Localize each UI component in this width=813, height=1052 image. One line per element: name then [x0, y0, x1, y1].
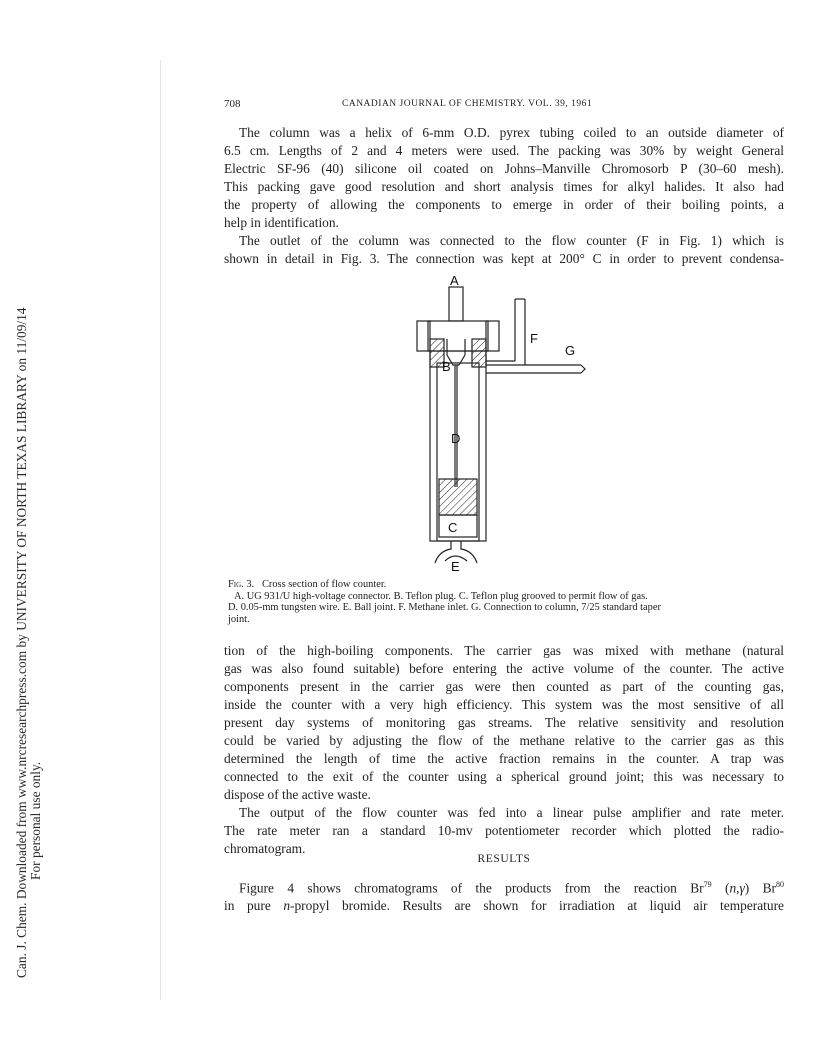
caption-line: D. 0.05-mm tungsten wire. E. Ball joint. F. Methane inlet. G. Connection to column, 7/25 standard taper	[228, 602, 661, 613]
watermark-line-2: For personal use only.	[28, 761, 43, 880]
figure-caption	[228, 579, 784, 625]
caption-line: A. UG 931/U high-voltage connector. B. Teflon plug. C. Teflon plug grooved to permit flow of gas.	[234, 590, 648, 602]
margin-rule	[160, 60, 161, 1000]
italic-symbol: n	[729, 880, 737, 896]
label-e: E	[451, 559, 460, 574]
caption-figure-label: Fig. 3.	[228, 579, 255, 590]
text-line: dispose of the active waste.	[224, 787, 371, 802]
label-f: F	[530, 331, 538, 346]
text-fragment: ,	[736, 880, 740, 896]
caption-title: Cross section of flow counter.	[261, 579, 387, 590]
text-line: inside the counter with a very high efficiency. This system was the most sensitive of all	[224, 697, 784, 712]
italic-symbol: n	[283, 898, 291, 914]
caption-line: joint.	[228, 613, 250, 625]
text-line: This packing gave good resolution and short analysis times for alkyl halides. It also had	[224, 179, 784, 194]
paragraph-output	[224, 804, 784, 858]
text-line: connected to the exit of the counter using a spherical ground joint; this was necessary to	[224, 769, 784, 784]
text-line: tion of the high-boiling components. The carrier gas was mixed with methane (natural	[224, 643, 784, 658]
superscript-mass-number: 80	[776, 880, 784, 889]
label-g: G	[565, 343, 576, 358]
text-fragment: in pure	[224, 898, 284, 914]
paragraph-outlet-connection	[224, 232, 784, 268]
column-connection-end	[581, 365, 585, 373]
watermark-svg	[12, 140, 60, 1000]
text-fragment: Figure 4 shows chromatograms of the products from the reaction Br	[239, 880, 704, 896]
text-line: could be varied by adjusting the flow of the methane relative to the carrier gas as this	[224, 733, 784, 748]
label-c: C	[448, 520, 458, 535]
italic-symbol: γ	[739, 880, 745, 896]
text-line: determined the length of time the active fraction remains in the counter. A trap was	[224, 751, 784, 766]
label-d: D	[451, 431, 461, 446]
flow-counter-diagram	[395, 275, 595, 575]
section-heading-results: RESULTS	[477, 853, 531, 865]
watermark-line-1: Can. J. Chem. Downloaded from www.nrcresearchpress.com by UNIVERSITY OF NORTH TEXAS LIBRARY on 11/09/14	[14, 307, 29, 978]
text-line: help in identification.	[224, 215, 339, 230]
plug-c-hatched	[439, 479, 477, 515]
text-line: The column was a helix of 6-mm O.D. pyrex tubing coiled to an outside diameter of	[239, 125, 784, 140]
download-watermark	[12, 140, 60, 1000]
text-line: the property of allowing the components to emerge in order of their boiling points, a	[224, 197, 784, 212]
label-a: A	[450, 275, 459, 288]
label-b: B	[442, 359, 451, 374]
running-head: CANADIAN JOURNAL OF CHEMISTRY. VOL. 39, 1961	[342, 99, 593, 109]
text-line: The rate meter ran a standard 10-mv potentiometer recorder which plotted the radio-	[224, 823, 784, 838]
text-line: chromatogram.	[224, 841, 306, 856]
text-line: shown in detail in Fig. 3. The connection was kept at 200° C in order to prevent condensa-	[224, 251, 784, 266]
text-line: 6.5 cm. Lengths of 2 and 4 meters were used. The packing was 30% by weight General	[224, 143, 784, 158]
text-fragment: -propyl bromide. Results are shown for irradiation at liquid air temperature	[290, 898, 784, 914]
page-number: 708	[224, 98, 241, 110]
plug-c	[439, 515, 477, 537]
text-line: Electric SF-96 (40) silicone oil coated on Johns–Manville Chromosorb P (30–60 mesh).	[224, 161, 784, 176]
caption-title-line	[228, 579, 784, 591]
text-line	[224, 876, 784, 897]
paragraph-carrier-gas	[224, 642, 784, 804]
text-line: components present in the carrier gas were then counted as part of the counting gas,	[224, 679, 784, 694]
text-line: The output of the flow counter was fed into a linear pulse amplifier and rate meter.	[239, 805, 784, 820]
text-line: The outlet of the column was connected to the flow counter (F in Fig. 1) which is	[239, 233, 784, 248]
paragraph-results	[224, 876, 784, 915]
connector-pin	[449, 287, 463, 321]
superscript-mass-number: 79	[703, 880, 712, 889]
text-line: present day systems of monitoring gas streams. The relative sensitivity and resolution	[224, 715, 784, 730]
paragraph-column-description	[224, 124, 784, 232]
text-line	[224, 897, 784, 915]
text-fragment: (	[711, 880, 730, 896]
text-fragment: ) Br	[744, 880, 776, 896]
text-line: gas was also found suitable) before entering the active volume of the counter. The active	[224, 661, 784, 676]
figure-flow-counter	[395, 275, 595, 575]
page-header	[224, 98, 784, 114]
